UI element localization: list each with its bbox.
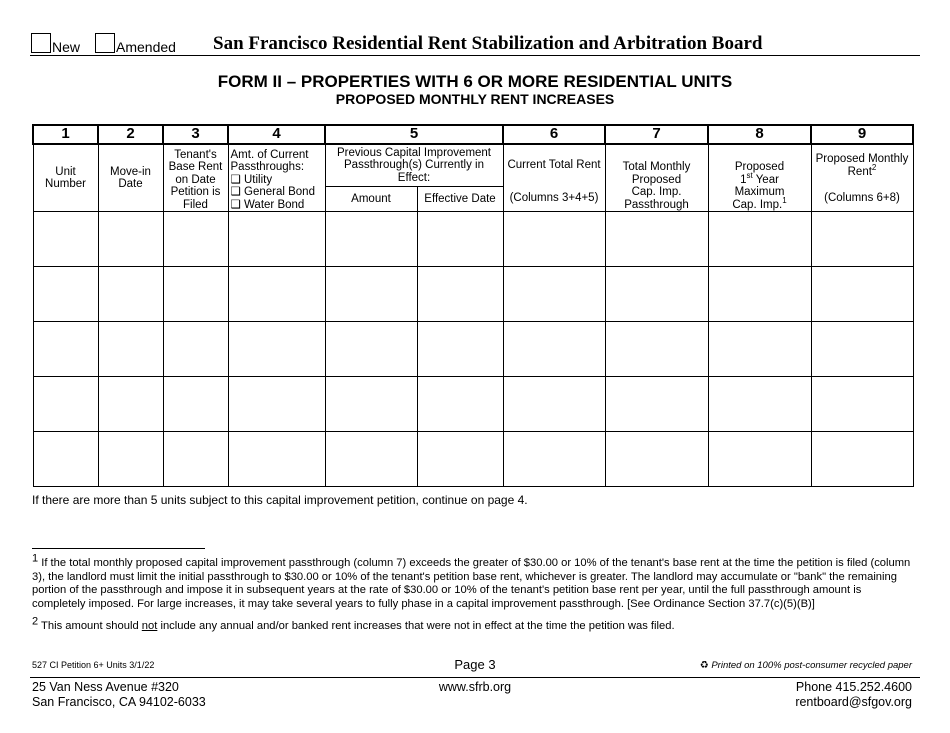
footnote-1 (32, 552, 916, 611)
water-bond-option: ❑ Water Bond (230, 198, 305, 211)
col-number-6: 6 (503, 125, 605, 144)
amount-header: Amount (325, 186, 417, 212)
table-cell[interactable] (325, 212, 417, 267)
rent-increase-table (32, 124, 914, 487)
table-cell[interactable] (811, 267, 913, 322)
table-cell[interactable] (98, 212, 163, 267)
table-cell[interactable] (605, 377, 708, 432)
col-number-8: 8 (708, 125, 811, 144)
col-number-4: 4 (228, 125, 325, 144)
effective-date-header: Effective Date (417, 186, 503, 212)
continue-note: If there are more than 5 units subject to this capital improvement petition, continue on page 4. (32, 493, 528, 507)
board-name: San Francisco Residential Rent Stabilization and Arbitration Board (213, 33, 763, 54)
cap-imp-label: Cap. Imp. (732, 198, 783, 211)
amended-checkbox[interactable] (95, 33, 115, 53)
table-cell[interactable] (325, 267, 417, 322)
table-cell[interactable] (163, 322, 228, 377)
table-row (33, 432, 913, 487)
year-label: Year (752, 173, 779, 186)
table-cell[interactable] (417, 267, 503, 322)
footnote-2-ref: 2 (871, 162, 877, 172)
table-cell[interactable] (503, 212, 605, 267)
previous-cap-imp-header: Previous Capital Improvement Passthrough(s) Currently in Effect: (325, 144, 503, 186)
footnote-1-ref: 1 (782, 195, 787, 205)
columns-3-4-5-header: (Columns 3+4+5) (503, 186, 605, 212)
table-cell[interactable] (98, 377, 163, 432)
table-cell[interactable] (417, 432, 503, 487)
table-cell[interactable] (325, 377, 417, 432)
table-cell[interactable] (98, 432, 163, 487)
footnote-2-pre: This amount should (41, 620, 142, 632)
phone: Phone 415.252.4600 (795, 680, 912, 694)
footnote-2-number: 2 (32, 615, 39, 628)
first-num: 1 (740, 173, 747, 186)
table-cell[interactable] (605, 432, 708, 487)
address-line-1: 25 Van Ness Avenue #320 (32, 680, 179, 694)
table-cell[interactable] (708, 377, 811, 432)
utility-option: ❑ Utility (230, 173, 273, 186)
table-cell[interactable] (417, 377, 503, 432)
table-cell[interactable] (325, 432, 417, 487)
new-label: New (52, 39, 81, 55)
table-cell[interactable] (503, 432, 605, 487)
table-cell[interactable] (33, 377, 98, 432)
table-cell[interactable] (228, 212, 325, 267)
table-cell[interactable] (708, 432, 811, 487)
table-cell[interactable] (708, 322, 811, 377)
col-number-3: 3 (163, 125, 228, 144)
table-cell[interactable] (98, 322, 163, 377)
proposed-monthly-rent-label: Proposed Monthly Rent (815, 153, 909, 178)
table-cell[interactable] (605, 322, 708, 377)
footer-divider (30, 677, 920, 678)
table-cell[interactable] (503, 377, 605, 432)
col-number-1: 1 (33, 125, 98, 144)
form-id: 527 CI Petition 6+ Units 3/1/22 (32, 660, 155, 670)
new-checkbox[interactable] (31, 33, 51, 53)
cap-imp-passthrough-header: Cap. Imp. Passthrough (605, 186, 708, 212)
table-cell[interactable] (503, 322, 605, 377)
table-cell[interactable] (811, 432, 913, 487)
table-cell[interactable] (228, 322, 325, 377)
petition-filed-header: Petition is Filed (163, 186, 228, 212)
maximum-label: Maximum (734, 186, 785, 198)
proposed-monthly-rent-header (811, 144, 913, 186)
table-row (33, 377, 913, 432)
contact-block (795, 680, 912, 710)
table-cell[interactable] (163, 377, 228, 432)
address-line-2: San Francisco, CA 94102-6033 (32, 695, 206, 709)
form-title: FORM II – PROPERTIES WITH 6 OR MORE RESIDENTIAL UNITS (217, 72, 733, 91)
page-number: Page 3 (454, 657, 496, 672)
table-row (33, 322, 913, 377)
total-monthly-proposed-header: Total Monthly Proposed (605, 144, 708, 186)
table-cell[interactable] (811, 377, 913, 432)
table-cell[interactable] (33, 432, 98, 487)
recycled-note (700, 660, 912, 671)
passthroughs-title: Amt. of Current Passthroughs: (230, 148, 309, 173)
maximum-cap-imp-header (708, 186, 811, 212)
col-number-5: 5 (325, 125, 503, 144)
table-cell[interactable] (163, 212, 228, 267)
columns-6-8-header: (Columns 6+8) (811, 186, 913, 212)
general-bond-option: ❑ General Bond (230, 186, 315, 198)
table-cell[interactable] (708, 212, 811, 267)
col-number-7: 7 (605, 125, 708, 144)
table-cell[interactable] (605, 212, 708, 267)
proposed-first-year-header (708, 144, 811, 186)
recycle-icon: ♻ (699, 660, 709, 671)
form-subtitle: PROPOSED MONTHLY RENT INCREASES (335, 91, 615, 107)
bond-options (228, 186, 325, 212)
move-in-date-header: Move-in Date (98, 144, 163, 212)
unit-number-header: Unit Number (33, 144, 98, 212)
table-cell[interactable] (708, 267, 811, 322)
table-cell[interactable] (163, 267, 228, 322)
table-cell[interactable] (605, 267, 708, 322)
table-cell[interactable] (811, 212, 913, 267)
base-rent-header: Tenant's Base Rent on Date (163, 144, 228, 186)
table-cell[interactable] (417, 212, 503, 267)
website[interactable]: www.sfrb.org (438, 680, 512, 694)
table-cell[interactable] (811, 322, 913, 377)
current-total-rent-header: Current Total Rent (503, 144, 605, 186)
email-link[interactable]: rentboard@sfgov.org (795, 695, 912, 709)
table-row (33, 212, 913, 267)
proposed-label: Proposed (734, 161, 785, 173)
passthroughs-header (228, 144, 325, 186)
table-cell[interactable] (503, 267, 605, 322)
table-cell[interactable] (228, 432, 325, 487)
table-cell[interactable] (228, 267, 325, 322)
footnote-2 (32, 615, 916, 632)
table-cell[interactable] (33, 212, 98, 267)
footnote-2-not: not (141, 620, 158, 632)
footnote-2-post: include any annual and/or banked rent increases that were not in effect at the time the petition was filed. (157, 620, 675, 632)
recycled-text: Printed on 100% post-consumer recycled paper (711, 660, 912, 671)
amended-label: Amended (116, 39, 176, 55)
table-cell[interactable] (228, 377, 325, 432)
col-number-2: 2 (98, 125, 163, 144)
table-cell[interactable] (325, 322, 417, 377)
col-number-9: 9 (811, 125, 913, 144)
header-divider (30, 55, 920, 56)
table-cell[interactable] (98, 267, 163, 322)
table-cell[interactable] (163, 432, 228, 487)
table-row (33, 267, 913, 322)
first-sup: st (746, 170, 753, 180)
table-cell[interactable] (417, 322, 503, 377)
footnote-1-number: 1 (32, 552, 39, 565)
footnote-1-text: If the total monthly proposed capital improvement passthrough (column 7) exceeds the greater of $30.00 or 10% of the tenant's base rent at the time the petition is filed (column 3), the landlord must limit the initial passthrough to $30.00 or 10% of the tenant's petition base rent, whichever is greater. The landlord may accumulate or "bank" the remaining portion of the passthrough and impose it in subsequent years at the rate of $30.00 or 10% of the tenant's petition base rent per year, until the full passthrough amount is completely imposed. For large increases, it may take several years to fully phase in a capital improvement passthrough. [See Ordinance Section 37.7(c)(5)(B)] (32, 557, 911, 610)
table-cell[interactable] (33, 322, 98, 377)
table-cell[interactable] (33, 267, 98, 322)
footnote-divider (32, 548, 205, 549)
